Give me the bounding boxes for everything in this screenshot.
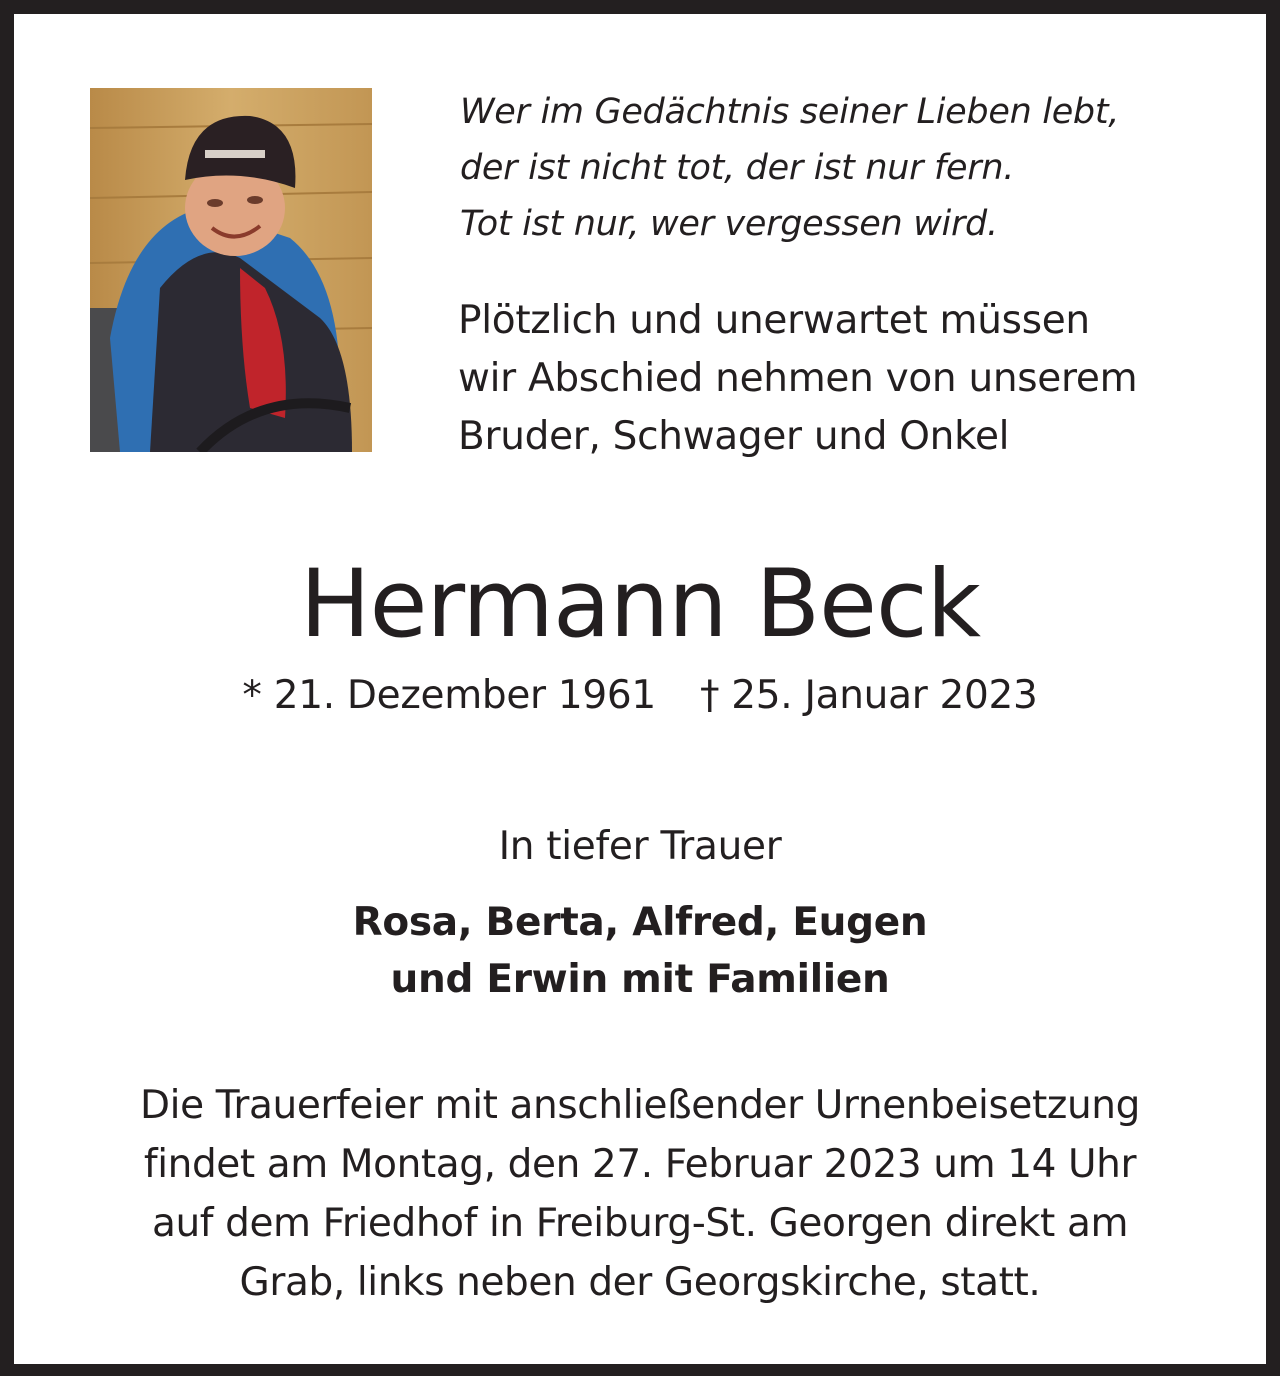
funeral-details-line: auf dem Friedhof in Freiburg-St. Georgen direkt am (151, 1201, 1129, 1246)
deceased-name: Hermann Beck (299, 550, 981, 659)
poem-line: Tot ist nur, wer vergessen wird. (460, 204, 998, 244)
funeral-details-line: Grab, links neben der Georgskirche, statt. (239, 1260, 1041, 1305)
funeral-details-line: Die Trauerfeier mit anschließender Urnenbeisetzung (140, 1083, 1140, 1128)
announcement-line: Plötzlich und unerwartet müssen (458, 298, 1090, 343)
announcement-line: wir Abschied nehmen von unserem (458, 356, 1138, 401)
funeral-details-line: findet am Montag, den 27. Februar 2023 um 14 Uhr (143, 1142, 1137, 1187)
funeral-details (14, 1076, 1266, 1312)
birth-date: * 21. Dezember 1961 (242, 673, 656, 718)
announcement-line: Bruder, Schwager und Onkel (458, 414, 1010, 459)
mourners-list (14, 894, 1266, 1008)
mourning-phrase: In tiefer Trauer (498, 824, 782, 869)
mourners-line: Rosa, Berta, Alfred, Eugen (352, 900, 928, 945)
poem-line: Wer im Gedächtnis seiner Lieben lebt, (460, 92, 1120, 132)
poem-line: der ist nicht tot, der ist nur fern. (460, 148, 1015, 188)
death-date: † 25. Januar 2023 (699, 673, 1038, 718)
mourners-line: und Erwin mit Familien (390, 957, 890, 1002)
life-dates (14, 669, 1266, 723)
announcement-text (458, 292, 1248, 466)
portrait-photo (90, 88, 372, 452)
memorial-poem (460, 84, 1240, 252)
